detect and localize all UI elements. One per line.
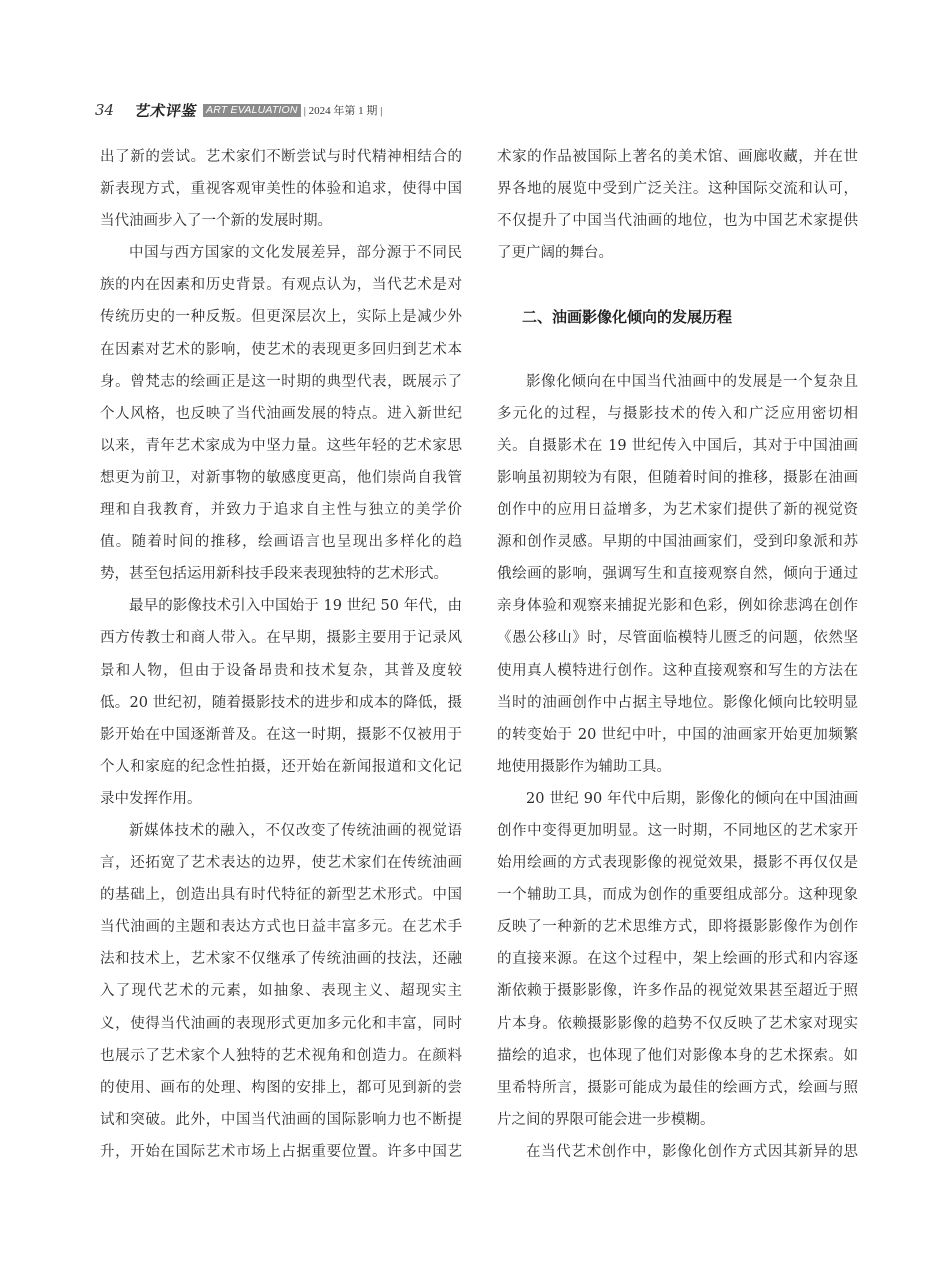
text-line: 想更为前卫，对新事物的敏感度更高，他们崇尚自我管	[100, 469, 462, 486]
text-line: 个人风格，也反映了当代油画发展的特点。进入新世纪	[100, 405, 462, 422]
text-line: 使用真人模特进行创作。这种直接观察和写生的方法在	[497, 662, 858, 679]
text-line: 传统历史的一种反叛。但更深层次上，实际上是减少外	[100, 309, 462, 326]
text-line: 片之间的界限可能会进一步模糊。	[497, 1111, 715, 1128]
text-line: 地使用摄影作为辅助工具。	[497, 758, 671, 775]
text-line: 当代油画步入了一个新的发展时期。	[100, 213, 332, 230]
text-line: 以来，青年艺术家成为中坚力量。这些年轻的艺术家思	[100, 437, 462, 454]
text-line: 20 世纪 90 年代中后期，影像化的倾向在中国油画	[526, 790, 858, 807]
paragraph	[497, 783, 858, 1136]
text-line: 当代油画的主题和表达方式也日益丰富多元。在艺术手	[100, 919, 462, 936]
text-line: 影响虽初期较为有限，但随着时间的推移，摄影在油画	[497, 469, 858, 486]
text-line: 也展示了艺术家个人独特的艺术视角和创造力。在颜料	[100, 1047, 462, 1064]
running-header	[95, 101, 382, 119]
paragraph	[100, 590, 462, 815]
text-line: 术家的作品被国际上著名的美术馆、画廊收藏，并在世	[497, 149, 858, 165]
text-line: 新媒体技术的融入，不仅改变了传统油画的视觉语	[129, 822, 462, 839]
text-line: 入了现代艺术的元素，如抽象、表现主义、超现实主	[100, 983, 462, 1000]
text-line: 界各地的展览中受到广泛关注。这种国际交流和认可，	[497, 181, 858, 198]
text-line: 《愚公移山》时，尽管面临模特儿匮乏的问题，依然坚	[497, 630, 858, 647]
text-line: 值。随着时间的推移，绘画语言也呈现出多样化的趋	[100, 534, 462, 551]
text-line: 当时的油画创作中占据主导地位。影像化倾向比较明显	[497, 694, 858, 711]
paragraph	[497, 141, 858, 269]
text-line: 片本身。依赖摄影影像的趋势不仅反映了艺术家对现实	[497, 1015, 858, 1032]
text-line: 个人和家庭的纪念性拍摄，还开始在新闻报道和文化记	[100, 758, 462, 775]
journal-logo: 艺术评鉴	[133, 101, 199, 120]
text-line: 关。自摄影术在 19 世纪传入中国后，其对于中国油画	[497, 437, 858, 454]
text-line: 在因素对艺术的影响，使艺术的表现更多回归到艺术本	[100, 341, 462, 358]
text-line: 影像化倾向在中国当代油画中的发展是一个复杂且	[526, 373, 858, 390]
text-line: 势，甚至包括运用新科技手段来表现独特的艺术形式。	[100, 566, 448, 583]
text-line: 始用绘画的方式表现影像的视觉效果，摄影不再仅仅是	[497, 855, 858, 872]
text-line: 族的内在因素和历史背景。有观点认为，当代艺术是对	[100, 277, 462, 294]
text-line: 法和技术上，艺术家不仅继承了传统油画的技法，还融	[100, 951, 462, 968]
text-line: 低。20 世纪初，随着摄影技术的进步和成本的降低，摄	[100, 694, 462, 711]
left-text-column	[100, 141, 462, 1168]
text-line: 升，开始在国际艺术市场上占据重要位置。许多中国艺	[100, 1143, 462, 1160]
text-line: 创作中变得更加明显。这一时期，不同地区的艺术家开	[497, 822, 858, 839]
text-line: 景和人物，但由于设备昂贵和技术复杂，其普及度较	[100, 662, 462, 679]
text-line: 反映了一种新的艺术思维方式，即将摄影影像作为创作	[497, 919, 858, 936]
right-text-column	[497, 141, 858, 1168]
text-line: 亲身体验和观察来捕捉光影和色彩，例如徐悲鸿在创作	[497, 598, 858, 615]
section-heading: 二、油画影像化倾向的发展历程	[522, 308, 733, 327]
text-line: 言，还拓宽了艺术表达的边界，使艺术家们在传统油画	[100, 855, 462, 872]
text-line: 身。曾梵志的绘画正是这一时期的典型代表，既展示了	[100, 373, 462, 390]
text-line: 的基础上，创造出具有时代特征的新型艺术形式。中国	[100, 887, 462, 904]
text-line: 西方传教士和商人带入。在早期，摄影主要用于记录风	[100, 630, 462, 647]
text-line: 不仅提升了中国当代油画的地位，也为中国艺术家提供	[497, 213, 858, 230]
text-line: 俄绘画的影响，强调写生和直接观察自然，倾向于通过	[497, 566, 858, 583]
issue-label: | 2024 年第 1 期 |	[303, 105, 383, 117]
text-line: 了更广阔的舞台。	[497, 245, 613, 262]
text-line: 录中发挥作用。	[100, 790, 202, 807]
text-line: 的使用、画布的处理、构图的安排上，都可见到新的尝	[100, 1079, 462, 1096]
text-line: 源和创作灵感。早期的中国油画家们，受到印象派和苏	[497, 534, 858, 551]
text-line: 多元化的过程，与摄影技术的传入和广泛应用密切相	[497, 405, 858, 422]
text-line: 渐依赖于摄影影像，许多作品的视觉效果甚至超近于照	[497, 983, 858, 1000]
text-line: 的转变始于 20 世纪中叶，中国的油画家开始更加频繁	[497, 726, 858, 743]
text-line: 在当代艺术创作中，影像化创作方式因其新异的思	[526, 1143, 858, 1160]
paragraph	[100, 237, 462, 590]
text-line: 新表现方式，重视客观审美性的体验和追求，使得中国	[100, 181, 462, 198]
paragraph	[100, 815, 462, 1168]
paragraph	[497, 366, 858, 783]
text-line: 影开始在中国逐渐普及。在这一时期，摄影不仅被用于	[100, 726, 462, 743]
paragraph	[497, 1136, 858, 1168]
text-line: 义，使得当代油画的表现形式更加多元化和丰富，同时	[100, 1015, 462, 1032]
text-line: 里希特所言，摄影可能成为最佳的绘画方式，绘画与照	[497, 1079, 858, 1096]
text-line: 描绘的追求，也体现了他们对影像本身的艺术探索。如	[497, 1047, 858, 1064]
journal-name-english-badge: ART EVALUATION	[203, 104, 301, 117]
text-line: 一个辅助工具，而成为创作的重要组成部分。这种现象	[497, 887, 858, 904]
text-line: 的直接来源。在这个过程中，架上绘画的形式和内容逐	[497, 951, 858, 968]
text-line: 出了新的尝试。艺术家们不断尝试与时代精神相结合的	[100, 149, 462, 165]
paragraph	[100, 141, 462, 237]
text-line: 创作中的应用日益增多，为艺术家们提供了新的视觉资	[497, 502, 858, 519]
text-line: 中国与西方国家的文化发展差异，部分源于不同民	[129, 245, 462, 262]
text-line: 试和突破。此外，中国当代油画的国际影响力也不断提	[100, 1111, 462, 1128]
text-line: 最早的影像技术引入中国始于 19 世纪 50 年代，由	[129, 598, 462, 615]
page-number: 34	[95, 101, 115, 119]
text-line: 理和自我教育，并致力于追求自主性与独立的美学价	[100, 502, 462, 519]
